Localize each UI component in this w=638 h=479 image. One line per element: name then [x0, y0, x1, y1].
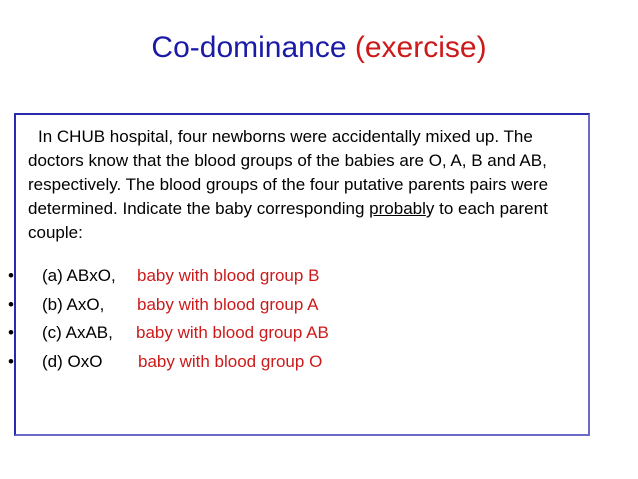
paragraph-text-end: y to each parent couple: [28, 199, 548, 242]
list-item-b [0, 293, 638, 317]
item-label: (b) AxO, [42, 295, 105, 314]
list-item-d [0, 350, 638, 374]
bullet-icon: • [8, 266, 14, 285]
underlined-word: probabl [369, 199, 426, 218]
item-answer: baby with blood group A [137, 295, 319, 314]
item-answer: baby with blood group O [138, 352, 323, 371]
exercise-paragraph [28, 125, 588, 245]
item-label: (a) ABxO, [42, 266, 116, 285]
bullet-icon: • [8, 295, 14, 314]
bullet-icon: • [8, 323, 14, 342]
item-answer: baby with blood group B [137, 266, 320, 285]
list-item-c [0, 321, 638, 345]
slide-title [0, 28, 638, 68]
item-label: (d) OxO [42, 352, 103, 371]
paragraph-text: In CHUB hospital, four newborns were accidentally mixed up. The doctors know that the blood groups of the babies are O, A, B and AB, respectively. The blood groups of the four putative parents pairs were determined. Indicate the baby corresponding [28, 127, 549, 218]
item-answer: baby with blood group AB [136, 323, 329, 342]
title-sub: (exercise) [354, 31, 487, 64]
title-main: Co-dominance [151, 31, 347, 64]
list-item-a [0, 264, 638, 288]
bullet-icon: • [8, 352, 14, 371]
item-label: (c) AxAB, [42, 323, 113, 342]
